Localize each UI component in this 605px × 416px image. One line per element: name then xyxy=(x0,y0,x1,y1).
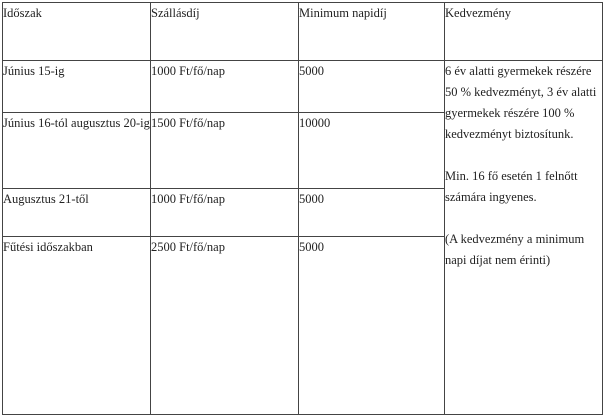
discount-cell xyxy=(445,61,603,415)
period-cell: Június 16-tól augusztus 20-ig xyxy=(3,113,151,189)
rate-cell: 1000 Ft/fő/nap xyxy=(151,61,299,113)
header-min-daily: Minimum napidíj xyxy=(299,3,445,61)
min-daily-cell: 5000 xyxy=(299,61,445,113)
rate-cell: 2500 Ft/fő/nap xyxy=(151,237,299,415)
period-cell: Augusztus 21-től xyxy=(3,189,151,237)
header-period: Időszak xyxy=(3,3,151,61)
table-row xyxy=(3,61,603,113)
rate-cell: 1000 Ft/fő/nap xyxy=(151,189,299,237)
discount-note-text: (A kedvezmény a minimum napi díjat nem érinti) xyxy=(445,232,585,267)
min-daily-cell: 10000 xyxy=(299,113,445,189)
discount-children-text: 6 év alatti gyermekek részére 50 % kedvezményt, 3 év alatti gyermekek részére 100 % kedvezményt biztosítunk. xyxy=(445,64,597,141)
header-discount: Kedvezmény xyxy=(445,3,603,61)
min-daily-cell: 5000 xyxy=(299,189,445,237)
period-cell: Június 15-ig xyxy=(3,61,151,113)
pricing-table xyxy=(2,2,603,415)
discount-group-text: Min. 16 fő esetén 1 felnőtt számára ingyenes. xyxy=(445,169,578,204)
period-cell: Fűtési időszakban xyxy=(3,237,151,415)
rate-cell: 1500 Ft/fő/nap xyxy=(151,113,299,189)
header-rate: Szállásdíj xyxy=(151,3,299,61)
min-daily-cell: 5000 xyxy=(299,237,445,415)
header-row xyxy=(3,3,603,61)
